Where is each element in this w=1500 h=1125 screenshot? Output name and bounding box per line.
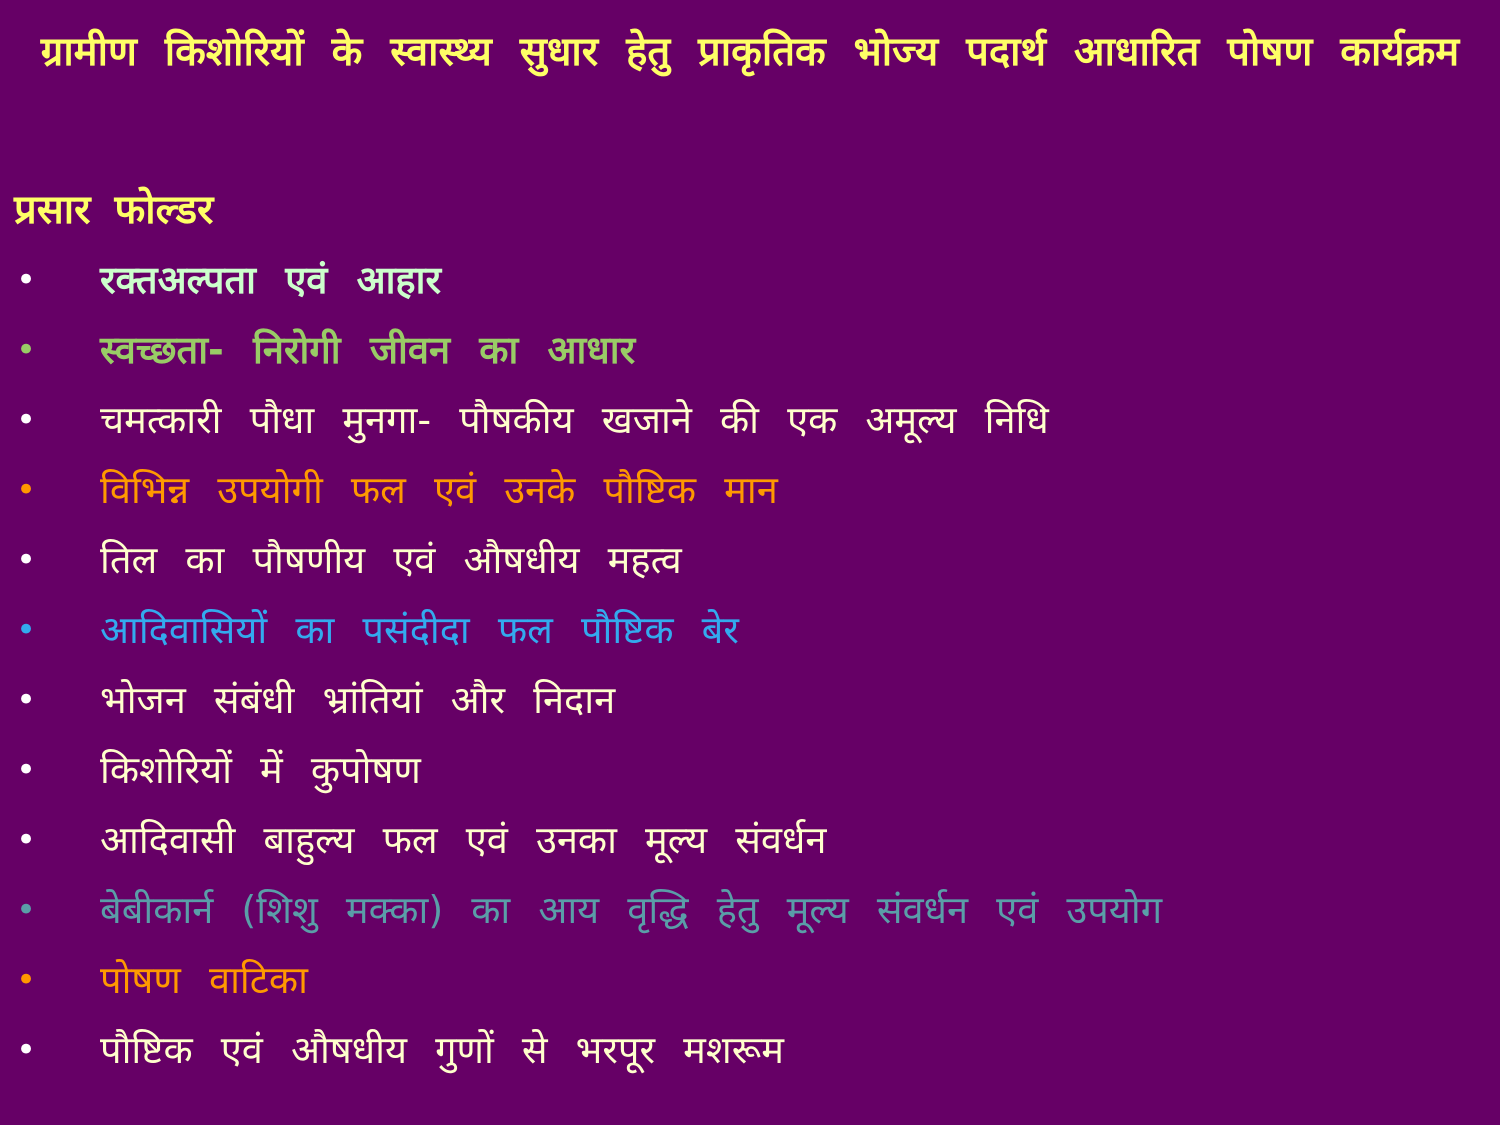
bullet-icon: • <box>16 890 37 930</box>
section-heading: प्रसार फोल्डर <box>14 187 214 233</box>
bullet-icon: • <box>16 750 37 790</box>
folder-list-item <box>0 385 1500 455</box>
folder-list-item <box>0 1015 1500 1085</box>
folder-item-text: पोषण वाटिका <box>100 958 308 1002</box>
bullet-icon: • <box>16 400 37 440</box>
bullet-icon: • <box>16 960 37 1000</box>
folder-item-text: रक्तअल्पता एवं आहार <box>100 258 441 302</box>
folder-list-item <box>0 665 1500 735</box>
folder-item-text: आदिवासी बाहुल्य फल एवं उनका मूल्य संवर्धन <box>100 818 827 862</box>
folder-list-item <box>0 525 1500 595</box>
bullet-icon: • <box>16 680 37 720</box>
folder-item-text: स्वच्छता- निरोगी जीवन का आधार <box>100 328 636 372</box>
folder-list-item <box>0 315 1500 385</box>
slide-title: ग्रामीण किशोरियों के स्वास्थ्य सुधार हेतु प्राकृतिक भोज्य पदार्थ आधारित पोषण कार्यक्रम <box>40 29 1460 75</box>
folder-item-text: विभिन्न उपयोगी फल एवं उनके पौष्टिक मान <box>100 468 778 512</box>
bullet-icon: • <box>16 330 37 370</box>
bullet-icon: • <box>16 610 37 650</box>
folder-list-item <box>0 805 1500 875</box>
folder-list-item <box>0 245 1500 315</box>
folder-list-item <box>0 945 1500 1015</box>
bullet-icon: • <box>16 820 37 860</box>
folder-item-text: किशोरियों में कुपोषण <box>100 748 421 792</box>
folder-item-text: चमत्कारी पौधा मुनगा- पौषकीय खजाने की एक अमूल्य निधि <box>100 398 1049 442</box>
bullet-icon: • <box>16 540 37 580</box>
folder-item-text: तिल का पौषणीय एवं औषधीय महत्व <box>100 538 682 582</box>
folder-list-item <box>0 875 1500 945</box>
folder-item-text: आदिवासियों का पसंदीदा फल पौष्टिक बेर <box>100 608 739 652</box>
folder-item-text: भोजन संबंधी भ्रांतियां और निदान <box>100 678 616 722</box>
folder-list-item <box>0 455 1500 525</box>
folder-list <box>0 245 1500 1085</box>
folder-list-item <box>0 735 1500 805</box>
bullet-icon: • <box>16 260 37 300</box>
folder-list-item <box>0 595 1500 665</box>
bullet-icon: • <box>16 470 37 510</box>
folder-item-text: बेबीकार्न (शिशु मक्का) का आय वृद्धि हेतु मूल्य संवर्धन एवं उपयोग <box>100 888 1163 932</box>
bullet-icon: • <box>16 1030 37 1070</box>
folder-item-text: पौष्टिक एवं औषधीय गुणों से भरपूर मशरूम <box>100 1028 784 1072</box>
